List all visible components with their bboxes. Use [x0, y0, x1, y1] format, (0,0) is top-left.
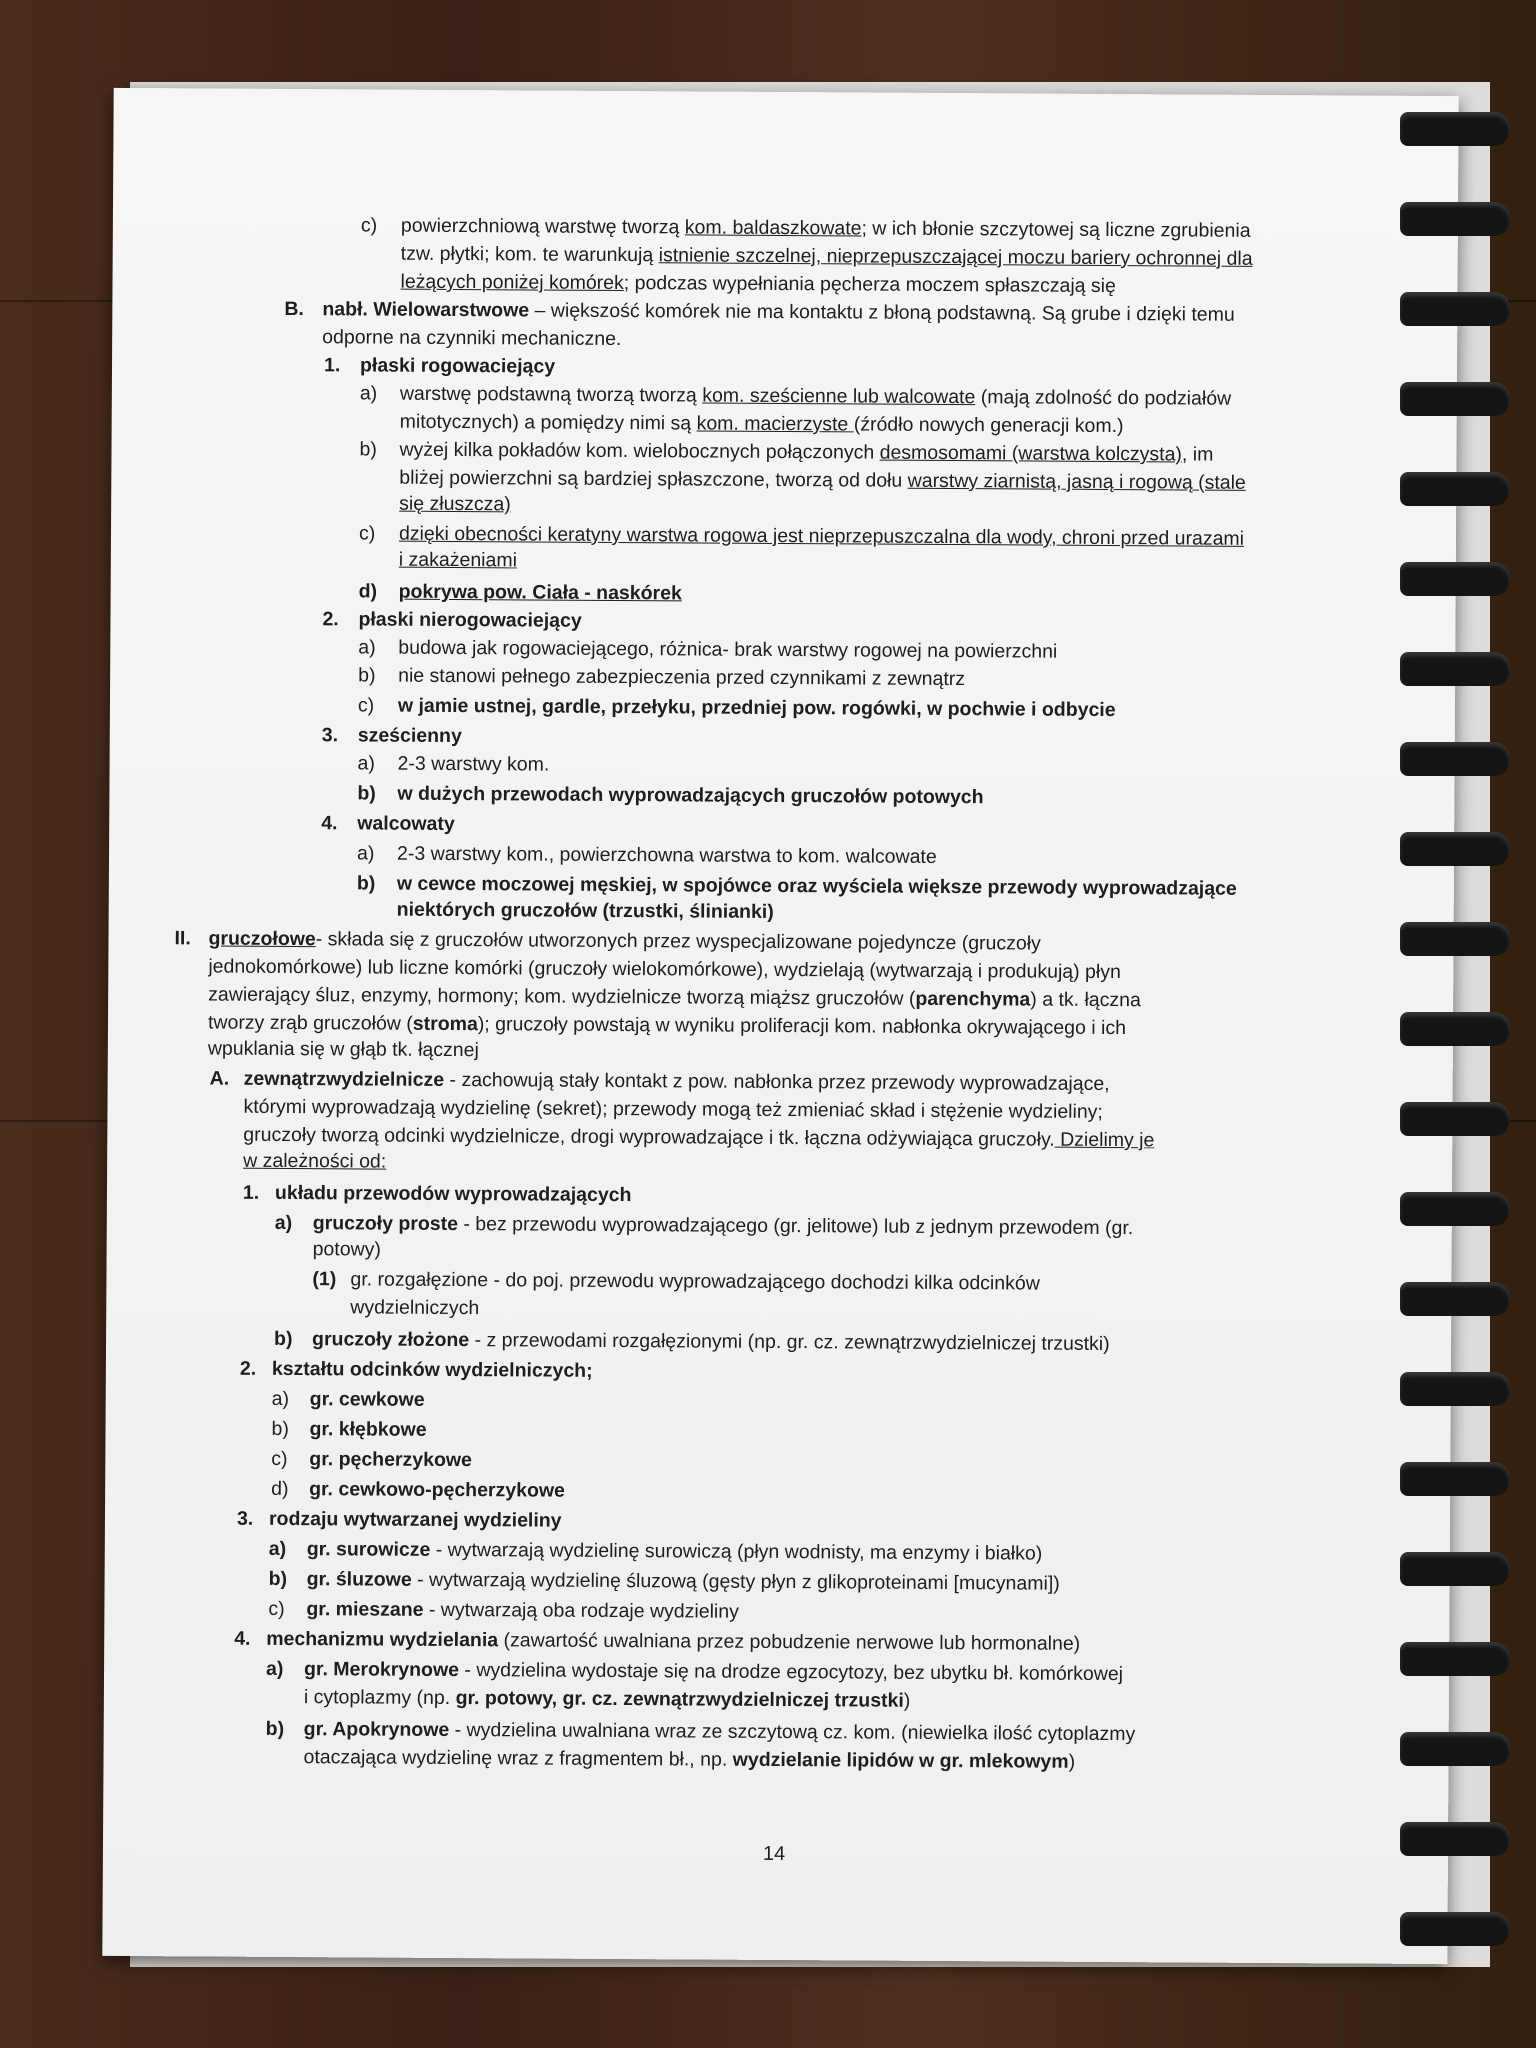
underlined-text: warstwy ziarnistą, jasną i rogową (stale: [907, 469, 1246, 494]
text: - wytwarzają wydzielinę surowiczą (płyn wodnisty, ma enzymy i białko): [430, 1538, 1043, 1565]
binding-coil: [1400, 472, 1510, 506]
bold-text: gr. kłębkowe: [309, 1418, 427, 1441]
text: zawierający śluz, enzymy, hormony; kom. wydzielnicze tworzą miąższ gruczołów (: [208, 983, 916, 1010]
binding-coil: [1400, 202, 1510, 236]
section-label: B.: [284, 297, 304, 321]
underlined-text: Dzielimy je: [1054, 1128, 1155, 1152]
text-line: [313, 1209, 1134, 1242]
text-line: [266, 1625, 1080, 1658]
bold-text: gr. pęcherzykowe: [309, 1448, 472, 1472]
binding-coil: [1400, 562, 1510, 596]
bold-text: stroma: [412, 1012, 478, 1036]
underlined-text: kom. macierzyste: [696, 412, 854, 436]
bold-text: gr. cewkowe: [309, 1388, 425, 1411]
text: - wydzielina uwalniana wraz ze szczytową cz. kom. (niewielka ilość cytoplazmy: [449, 1718, 1136, 1746]
item-label: b): [359, 438, 377, 461]
binding-coil: [1400, 1192, 1510, 1226]
text-line: [303, 1743, 1075, 1776]
item-number: 1.: [242, 1181, 260, 1204]
binding-coil: [1400, 1822, 1510, 1856]
binding-coil: [1400, 1552, 1510, 1586]
bold-text: gr. Apokrynowe: [303, 1718, 450, 1741]
text-line: odporne na czynniki mechaniczne.: [322, 326, 622, 351]
item-label: c): [268, 1597, 285, 1620]
text: (zawartość uwalniana przez pobudzenie nerwowe lub hormonalne): [498, 1629, 1081, 1655]
binding-coil: [1400, 382, 1510, 416]
item-label: d): [271, 1477, 289, 1501]
binding-coil: [1400, 1642, 1510, 1676]
underlined-text: kom. baldaszkowate: [684, 216, 862, 240]
text: ; w ich błonie szczytowej są liczne zgrubienia: [861, 217, 1251, 242]
underlined-text: i zakażeniami: [398, 548, 518, 572]
item-label: b): [357, 782, 376, 805]
text: otaczająca wydzielinę wraz z fragmentem bł., np.: [303, 1746, 733, 1771]
text: ); gruczoły powstają w wyniku proliferacji kom. nabłonka okrywającego i ich: [477, 1013, 1127, 1040]
binding-coil: [1400, 832, 1510, 866]
text-line: nie stanowi pełnego zabezpieczenia przed czynnikami z zewnątrz: [398, 664, 966, 691]
binding-coil: [1400, 1012, 1510, 1046]
item-label: c): [357, 694, 375, 717]
item-number: 3.: [236, 1507, 254, 1530]
text: ): [903, 1689, 911, 1712]
item-label: c): [360, 214, 378, 237]
text: - wydzielina wydostaje się na drodze egzocytozy, bez ubytku bł. komórkowej: [458, 1659, 1124, 1686]
text-line: którymi wyprowadzają wydzielinę (sekret); przewody mogą też zmieniać skład i stężenie wydzieliny;: [243, 1095, 1103, 1123]
item-label: d): [358, 580, 378, 603]
bold-text: w cewce moczowej męskiej, w spojówce oraz wyściela większe przewody wyprowadzające: [396, 872, 1237, 900]
bold-text: zewnątrzwydzielnicze: [243, 1067, 445, 1091]
text: ; podczas wypełniania pęcherza moczem spłaszczają się: [623, 272, 1116, 298]
subsection-title: sześcienny: [357, 724, 462, 748]
binding-coil: [1400, 1372, 1510, 1406]
text-line: [399, 464, 1246, 497]
text: – większość komórek nie ma kontaktu z błoną podstawną. Są grube i dzięki temu: [529, 299, 1235, 326]
bold-underlined-text: pokrywa pow. Ciała - naskórek: [398, 580, 682, 605]
text: , im: [1181, 443, 1214, 466]
binding-coil: [1400, 1102, 1510, 1136]
binding-coil: [1400, 742, 1510, 776]
underlined-text: istnienie szczelnej, nieprzepuszczającej moczu bariery ochronnej dla: [658, 244, 1253, 270]
underlined-text: w zależności od:: [243, 1149, 387, 1173]
item-label: b): [265, 1717, 285, 1740]
text-line: [304, 1683, 911, 1715]
text-line: [307, 1535, 1043, 1567]
text-line: 2-3 warstwy kom., powierzchowna warstwa to kom. walcowate: [396, 842, 937, 868]
binding-coil: [1400, 1282, 1510, 1316]
text: - wytwarzają oba rodzaje wydzieliny: [423, 1598, 739, 1623]
text: (źródło nowych generacji kom.): [853, 413, 1124, 438]
item-number: 2.: [239, 1357, 257, 1380]
subsection-title: walcowaty: [357, 812, 455, 836]
text: bliżej powierzchni są bardziej spłaszczone, tworzą od dołu: [399, 466, 908, 492]
text: i cytoplazmy (np.: [303, 1686, 456, 1710]
bold-text: gruczoły proste: [312, 1212, 459, 1236]
item-label: b): [268, 1567, 288, 1590]
item-number: 3.: [321, 724, 339, 747]
text-line: gr. rozgałęzione - do poj. przewodu wyprowadzającego dochodzi kilka odcinków: [350, 1268, 1040, 1295]
item-label: b): [274, 1327, 293, 1351]
item-label: a): [274, 1211, 293, 1235]
underlined-text: desmosomami (warstwa kolczysta): [879, 441, 1183, 466]
page-content: [102, 88, 1458, 1964]
item-number: 4.: [234, 1627, 251, 1650]
bold-text: w jamie ustnej, gardle, przełyku, przedniej pow. rogówki, w pochwie i odbycie: [397, 694, 1116, 722]
text-line: [312, 1325, 1110, 1358]
bold-text: gr. potowy, gr. cz. zewnątrzwydzielniczej trzustki: [455, 1687, 904, 1712]
text: - składa się z gruczołów utworzonych przez wyspecjalizowane pojedyncze (gruczoły: [315, 928, 1041, 955]
underlined-text: się złuszcza): [399, 492, 511, 516]
text: ) a tk. łączna: [1030, 988, 1141, 1012]
binding-coil: [1400, 292, 1510, 326]
text-line: wpuklania się w głąb tk. łącznej: [207, 1037, 479, 1062]
bold-text: parenchyma: [915, 987, 1031, 1011]
item-number: 1.: [323, 354, 341, 377]
text: - bez przewodu wyprowadzającego (gr. jelitowe) lub z jednym przewodem (gr.: [457, 1213, 1134, 1240]
text-line: budowa jak rogowaciejącego, różnica- brak warstwy rogowej na powierzchni: [398, 636, 1058, 663]
text: - zachowują stały kontakt z pow. nabłonka przez przewody wyprowadzające,: [444, 1068, 1110, 1096]
item-label: a): [265, 1657, 284, 1680]
item-label: b): [356, 872, 376, 895]
text: (mają zdolność do podziałów: [975, 386, 1232, 410]
text: tworzy zrąb gruczołów (: [207, 1011, 413, 1035]
binding-coil: [1400, 922, 1510, 956]
binding-coil: [1400, 1462, 1510, 1496]
bold-underlined-text: gruczołowe: [208, 927, 316, 951]
item-label: a): [358, 636, 376, 659]
text-line: 2-3 warstwy kom.: [397, 752, 550, 776]
document-page: [102, 88, 1458, 1964]
text-line: [306, 1595, 739, 1626]
subsection-title: kształtu odcinków wydzielniczych;: [271, 1357, 593, 1382]
item-label: b): [358, 664, 376, 687]
bold-text: niektórych gruczołów (trzustki, ślinianki): [396, 898, 774, 923]
text: - wytwarzają wydzielinę śluzową (gęsty płyn z glikoproteinami [mucynami]): [411, 1568, 1060, 1595]
binding-coil: [1400, 112, 1510, 146]
item-number: 2.: [322, 608, 339, 631]
item-number: 4.: [321, 812, 338, 835]
text: tzw. płytki; kom. te warunkują: [400, 242, 659, 267]
underlined-text: leżących poniżej komórek: [400, 270, 624, 295]
underlined-text: kom. sześcienne lub walcowate: [702, 384, 976, 409]
item-label: (1): [312, 1268, 337, 1291]
text-line: potowy): [312, 1238, 381, 1261]
section-label: A.: [209, 1067, 230, 1090]
binding-coil: [1400, 1732, 1510, 1766]
bold-text: gr. surowicze: [306, 1538, 431, 1561]
item-label: b): [271, 1417, 289, 1441]
text-line: [400, 268, 1116, 300]
bold-text: gruczoły złożone: [312, 1328, 470, 1352]
bold-text: gr. Merokrynowe: [303, 1658, 460, 1682]
underlined-text: dzięki obecności keratyny warstwa rogowa jest nieprzepuszczalna dla wody, chroni przed urazami: [398, 522, 1245, 550]
subsection-title: układu przewodów wyprowadzających: [274, 1181, 632, 1207]
section-label: II.: [174, 927, 191, 950]
item-label: a): [271, 1387, 290, 1411]
item-label: a): [268, 1537, 287, 1560]
subsection-title: płaski rogowaciejący: [359, 354, 556, 378]
text: powierzchniową warstwę tworzą: [400, 214, 685, 239]
text: mitotycznych) a pomiędzy nimi są: [399, 410, 697, 435]
item-label: a): [359, 382, 378, 405]
bold-text: gr. cewkowo-pęcherzykowe: [309, 1478, 565, 1502]
bold-text: mechanizmu wydzielania: [266, 1627, 499, 1652]
subsection-title: rodzaju wytwarzanej wydzieliny: [268, 1507, 562, 1532]
subsection-title: płaski nierogowaciejący: [358, 608, 582, 632]
bold-text: gr. śluzowe: [306, 1568, 412, 1591]
text-line: jednokomórkowe) lub liczne komórki (gruczoły wielokomórkowe), wydzielają (wytwarzają i produkują) płyn: [208, 955, 1121, 984]
bold-text: gr. mieszane: [306, 1598, 424, 1621]
text-line: [400, 408, 1124, 440]
text: wyżej kilka pokładów kom. wielobocznych połączonych: [399, 438, 880, 464]
item-label: c): [271, 1447, 288, 1470]
text: gruczoły tworzą odcinki wydzielnicze, drogi wyprowadzające i tk. łączna odżywiająca gruczoły.: [243, 1123, 1055, 1151]
bold-text: nabł. Wielowarstwowe: [322, 298, 530, 322]
item-label: c): [358, 522, 376, 545]
item-label: a): [356, 842, 375, 865]
spiral-binding: [1380, 100, 1530, 1980]
text: - z przewodami rozgałęzionymi (np. gr. cz. zewnątrzwydzielniczej trzustki): [469, 1329, 1110, 1356]
text-line: wydzielniczych: [350, 1296, 480, 1320]
text-line: [307, 1565, 1060, 1598]
page-number: 14: [762, 1842, 786, 1866]
binding-coil: [1400, 652, 1510, 686]
binding-coil: [1400, 1912, 1510, 1946]
bold-text: w dużych przewodach wyprowadzających gruczołów potowych: [397, 782, 984, 809]
text: ): [1068, 1750, 1076, 1773]
bold-text: wydzielanie lipidów w gr. mlekowym: [732, 1748, 1069, 1773]
text: warstwę podstawną tworzą tworzą: [399, 382, 703, 407]
item-label: a): [357, 752, 376, 775]
